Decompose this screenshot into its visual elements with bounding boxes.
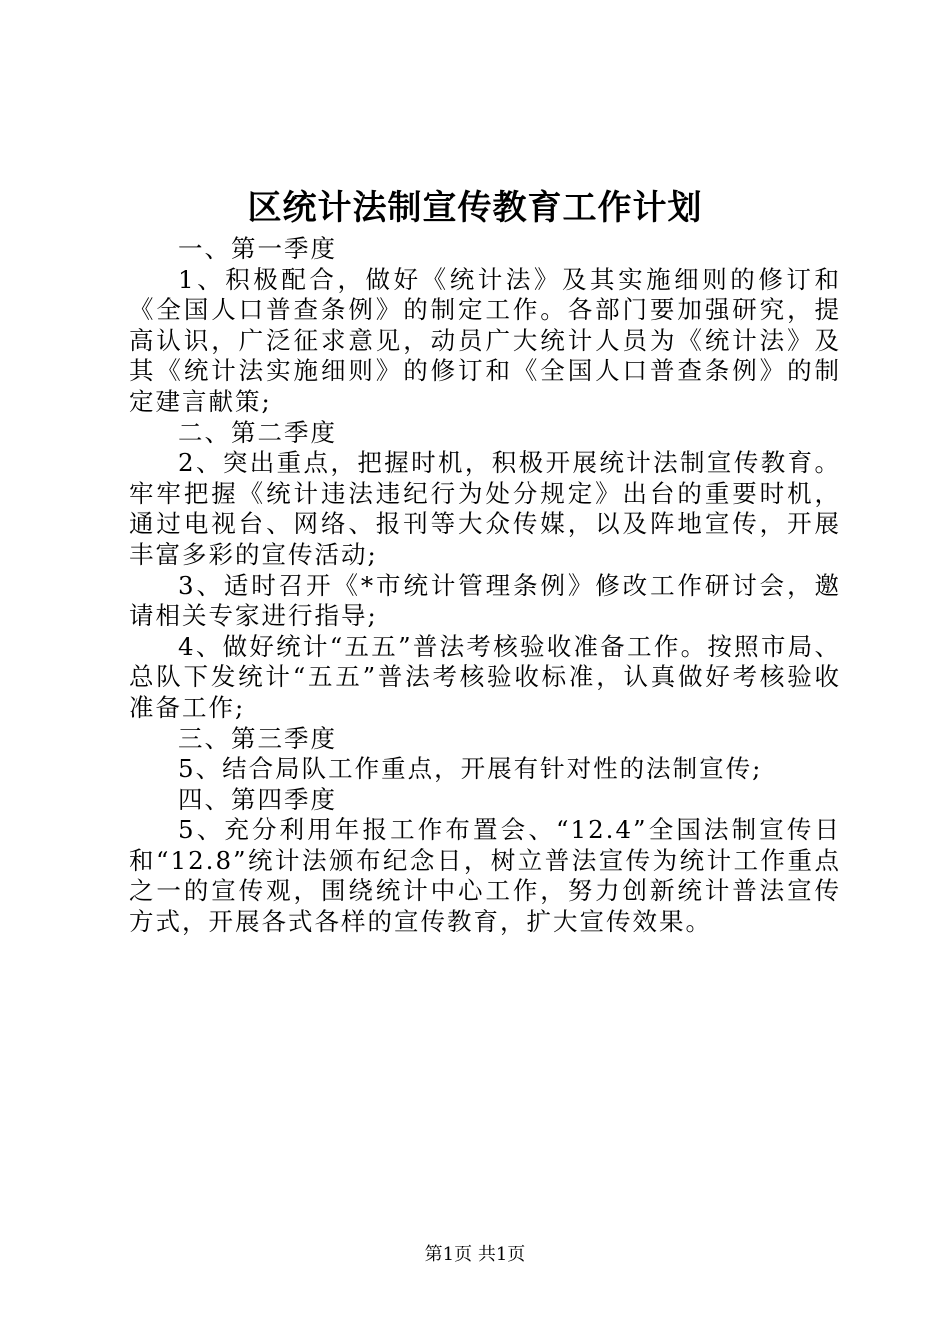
section-heading-q3: 三、第三季度	[178, 723, 337, 753]
section-heading-q4: 四、第四季度	[178, 784, 337, 814]
document-body	[129, 234, 841, 938]
section-heading-q1: 一、第一季度	[178, 234, 337, 263]
page-footer: 第1页 共1页	[424, 1244, 526, 1265]
paragraph-item-3: 3、适时召开《*市统计管理条例》修改工作研讨会，邀请相关专家进行指导;	[129, 570, 841, 631]
section-heading-q2: 二、第二季度	[178, 417, 337, 447]
paragraph-item-1: 1、积极配合，做好《统计法》及其实施细则的修订和《全国人口普查条例》的制定工作。各部门要加强研究，提高认识，广泛征求意见，动员广大统计人员为《统计法》及其《统计法实施细则》的修订和《全国人口普查条例》的制定建言献策;	[129, 264, 841, 416]
paragraph-item-4: 4、做好统计“五五”普法考核验收准备工作。按照市局、总队下发统计“五五”普法考核验收标准，认真做好考核验收准备工作;	[129, 631, 841, 722]
paragraph-item-5b: 5、充分利用年报工作布置会、“12.4”全国法制宣传日和“12.8”统计法颁布纪念日，树立普法宣传为统计工作重点之一的宣传观，围绕统计中心工作，努力创新统计普法宣传方式，开展各式各样的宣传教育，扩大宣传效果。	[129, 815, 841, 937]
paragraph-item-5a: 5、结合局队工作重点，开展有针对性的法制宣传;	[178, 754, 763, 784]
document-title: 区统计法制宣传教育工作计划	[247, 188, 703, 228]
paragraph-item-2: 2、突出重点，把握时机，积极开展统计法制宣传教育。牢牢把握《统计违法违纪行为处分规定》出台的重要时机，通过电视台、网络、报刊等大众传媒，以及阵地宣传，开展丰富多彩的宣传活动;	[129, 448, 841, 569]
